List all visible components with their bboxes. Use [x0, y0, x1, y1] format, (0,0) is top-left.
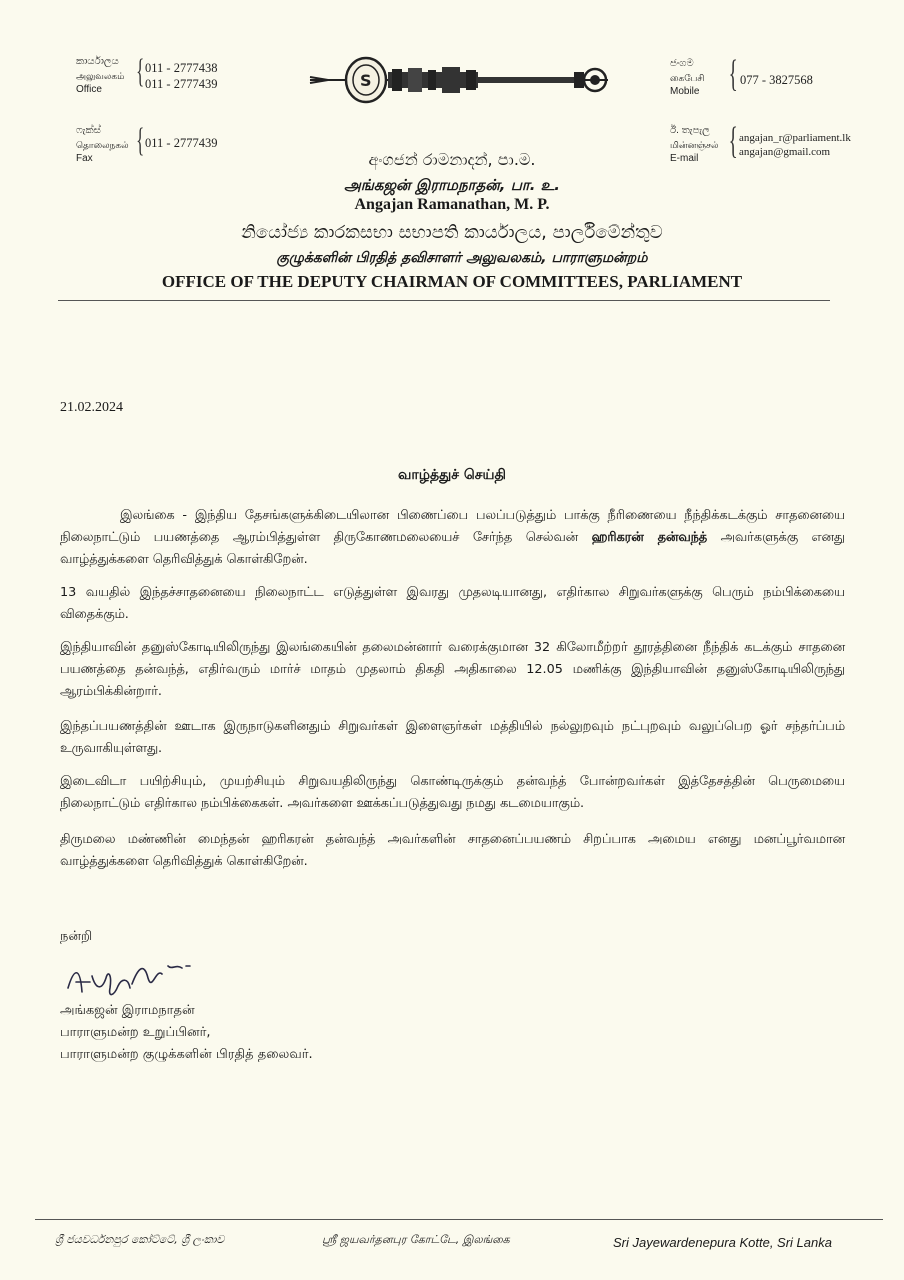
email-label-sinhala: ඊ. තැපැල	[670, 125, 710, 136]
office-label-english: Office	[76, 84, 102, 95]
p1-intro: இலங்கை - இந்திய தேசங்களுக்கிடையிலான பிணைப்பை பலப்படுத்தும் பாக்கு நீரிணையை நீந்திக்கடக்கும் சாதனையை நிலைநாட்டும் பயணத்தை ஆரம்பித்துள்ள திருகோணமலையைச் சேர்ந்த செல்வன்	[60, 508, 845, 545]
signer-name: அங்கஜன் இராமநாதன்	[60, 1003, 195, 1018]
paragraph-4: இந்தப்பயணத்தின் ஊடாக இருநாடுகளினதும் சிறுவர்கள் இளைஞர்கள் மத்தியில் நல்லுறவும் நட்புறவும் வலுப்பெற ஓர் சந்தர்ப்பம் உருவாகியுள்ளது.	[60, 719, 845, 756]
mobile-contact-labels	[670, 57, 704, 99]
paragraph-2: 13 வயதில் இந்தச்சாதனையை நிலைநாட்ட எடுத்துள்ள இவரது முதலடியானது, எதிர்கால சிறுவர்களுக்கு பெரும் நம்பிக்கையை விதைக்கும்.	[60, 585, 845, 622]
mobile-label-sinhala: ජංගම	[670, 58, 694, 69]
signer-role-member: பாராளுமன்ற உறுப்பினர்,	[60, 1025, 211, 1040]
mobile-brace: {	[728, 53, 738, 95]
fax-label-english: Fax	[76, 153, 93, 164]
footer-divider	[35, 1219, 883, 1220]
mobile-label-english: Mobile	[670, 86, 700, 97]
office-title-sinhala: නියෝජ්‍ය කාරකසභා සභාපති කාර්යාලය, පාර්ලිමේන්තුව	[241, 222, 663, 243]
honoree-name: ஹரிகரன் தன்வந்த்	[591, 530, 708, 545]
email-address-2: angajan@gmail.com	[739, 146, 831, 158]
office-number-2: 011 - 2777439	[145, 77, 218, 91]
email-label-tamil: மின்னஞ்சல்	[670, 140, 719, 150]
p1-outro: அவர்களுக்கு எனது வாழ்த்துக்களை தெரிவித்துக் கொள்கிறேன்.	[60, 530, 845, 567]
name-sinhala: අංගජන් රාමනාදන්, පා.ම.	[368, 150, 536, 169]
signer-block	[60, 1000, 313, 1066]
office-contact-labels	[76, 55, 124, 97]
email-brace: {	[728, 120, 738, 162]
letter-title: வாழ்த்துச் செய்தி	[398, 467, 506, 483]
office-label-tamil: அலுவலகம்	[76, 71, 125, 81]
fax-label-sinhala: ෆැක්ස්	[76, 125, 101, 136]
email-address-1: angajan_r@parliament.lk	[739, 132, 851, 144]
signer-role-deputy: பாராளுமன்ற குழுக்களின் பிரதித் தலைவர்.	[60, 1047, 313, 1062]
header-divider	[58, 300, 830, 301]
paragraph-3: இந்தியாவின் தனுஸ்கோடியிலிருந்து இலங்கையின் தலைமன்னார் வரைக்குமான 32 கிலோமீற்றர் தூரத்தினை நீந்திக் கடக்கும் சாதனை பயணத்தை தன்வந்த், எதிர்வரும் மார்ச் மாதம் முதலாம் திகதி அதிகாலை 12.05 மணிக்கு இந்தியாவின் தனுஸ்கோடியிலிருந்து ஆரம்பிக்கின்றார்.	[60, 640, 845, 699]
footer-english: Sri Jayewardenepura Kotte, Sri Lanka	[613, 1235, 832, 1250]
paragraph-6: திருமலை மண்ணின் மைந்தன் ஹரிகரன் தன்வந்த் அவர்களின் சாதனைப்பயணம் சிறப்பாக அமைய எனது மனப்பூர்வமான வாழ்த்துக்களை தெரிவித்துக் கொள்கிறேன்.	[60, 832, 845, 869]
footer-tamil: ஸ்ரீ ஜயவர்தனபுர கோட்டே, இலங்கை	[322, 1233, 510, 1246]
parliament-mace-icon	[308, 50, 613, 110]
closing: நன்றி	[60, 929, 93, 944]
office-brace: {	[136, 53, 145, 90]
name-tamil: அங்கஜன் இராமநாதன், பா. உ.	[344, 176, 560, 194]
name-english: Angajan Ramanathan, M. P.	[354, 196, 550, 213]
fax-number: 011 - 2777439	[145, 136, 218, 150]
fax-brace: {	[136, 122, 145, 159]
office-numbers	[145, 60, 217, 92]
office-number-1: 011 - 2777438	[145, 61, 218, 75]
mobile-label-tamil: கைபேசி	[670, 73, 705, 83]
footer-sinhala: ශ්‍රී ජයවර්ධනපුර කෝට්ටේ, ශ්‍රී ලංකාව	[55, 1233, 225, 1246]
paragraph-5: இடைவிடா பயிற்சியும், முயற்சியும் சிறுவயதிலிருந்து கொண்டிருக்கும் தன்வந்த் போன்றவர்கள் இத்தேசத்தின் பெருமையை நிலைநாட்டும் எதிர்கால நம்பிக்கைகள். அவர்களை ஊக்கப்படுத்துவது நமது கடமையாகும்.	[60, 774, 845, 811]
office-title-english: OFFICE OF THE DEPUTY CHAIRMAN OF COMMITTEES, PARLIAMENT	[161, 272, 743, 291]
letter-date: 21.02.2024	[60, 400, 123, 415]
svg-text:S: S	[360, 71, 372, 90]
mobile-number: 077 - 3827568	[740, 73, 813, 87]
fax-label-tamil: தொலைநகல்	[76, 140, 129, 150]
handwritten-signature	[58, 948, 208, 1003]
paragraph-1	[60, 505, 845, 571]
email-label-english: E-mail	[670, 153, 699, 164]
office-label-sinhala: කාර්යාලය	[76, 56, 119, 67]
office-title-tamil: குழுக்களின் பிரதித் தவிசாளர் அலுவலகம், பாராளுமன்றம்	[276, 250, 648, 266]
